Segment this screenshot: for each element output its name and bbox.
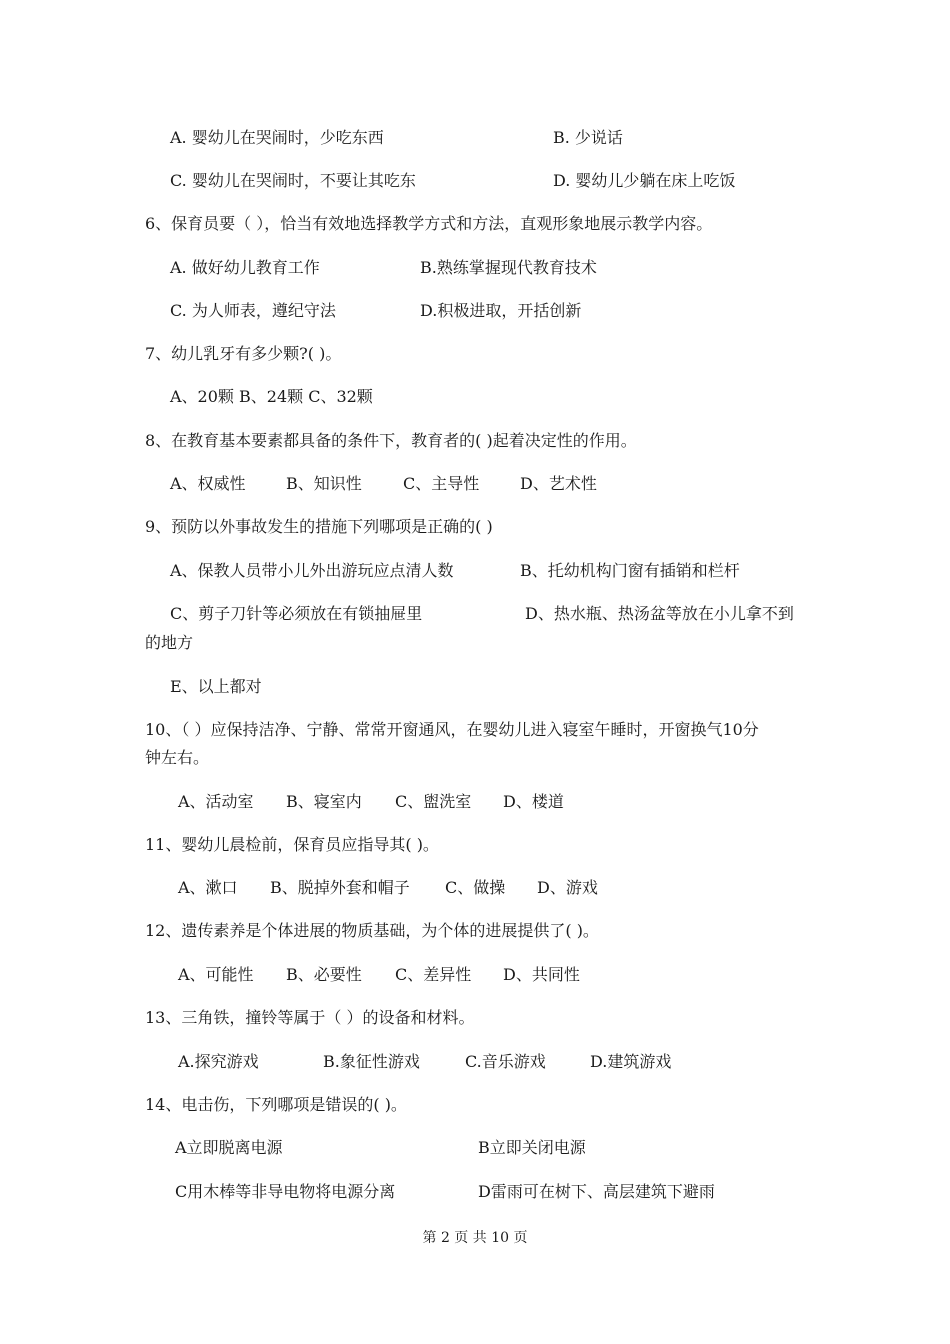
q6-option-d: D.积极进取，开括创新 <box>420 301 582 320</box>
q11-option-b: B、脱掉外套和帽子 <box>270 878 410 897</box>
q10-option-d: D、楼道 <box>503 792 564 811</box>
q6-option-b: B.熟练掌握现代教育技术 <box>420 258 597 277</box>
q13-option-c: C.音乐游戏 <box>465 1052 546 1071</box>
q14-option-d: D雷雨可在树下、高层建筑下避雨 <box>478 1182 715 1201</box>
q5-option-a: A. 婴幼儿在哭闹时，少吃东西 <box>170 128 384 147</box>
question-10-line-1: 10、（ ）应保持洁净、宁静、常常开窗通风，在婴幼儿进入寝室午睡时，开窗换气10分 <box>145 720 759 739</box>
question-7: 7、幼儿乳牙有多少颗?( )。 <box>145 344 342 363</box>
page-number: 第 2 页 共 10 页 <box>422 1230 528 1246</box>
question-12: 12、遗传素养是个体进展的物质基础，为个体的进展提供了( )。 <box>145 921 599 940</box>
q11-option-c: C、做操 <box>445 878 506 897</box>
q9-option-d-continued: 的地方 <box>145 633 194 652</box>
q9-option-e: E、以上都对 <box>170 677 262 696</box>
q9-option-d: D、热水瓶、热汤盆等放在小儿拿不到 <box>525 604 794 623</box>
q14-option-a: A立即脱离电源 <box>175 1138 283 1157</box>
q13-option-b: B.象征性游戏 <box>323 1052 420 1071</box>
q12-option-d: D、共同性 <box>503 965 580 984</box>
question-9: 9、预防以外事故发生的措施下列哪项是正确的( ) <box>145 517 493 536</box>
q8-option-c: C、主导性 <box>403 474 480 493</box>
q12-option-c: C、差异性 <box>395 965 472 984</box>
q9-option-c: C、剪子刀针等必须放在有锁抽屉里 <box>170 604 423 623</box>
q12-option-a: A、可能性 <box>178 965 254 984</box>
q8-option-d: D、艺术性 <box>520 474 597 493</box>
q14-option-b: B立即关闭电源 <box>478 1138 586 1157</box>
q13-option-d: D.建筑游戏 <box>590 1052 672 1071</box>
q6-option-c: C. 为人师表，遵纪守法 <box>170 301 336 320</box>
question-13: 13、三角铁，撞铃等属于（ ）的设备和材料。 <box>145 1008 475 1027</box>
q5-option-b: B. 少说话 <box>553 128 623 147</box>
q9-option-a: A、保教人员带小儿外出游玩应点清人数 <box>170 561 454 580</box>
q11-option-d: D、游戏 <box>537 878 598 897</box>
question-14: 14、电击伤，下列哪项是错误的( )。 <box>145 1095 407 1114</box>
q8-option-a: A、权威性 <box>170 474 246 493</box>
q6-option-a: A. 做好幼儿教育工作 <box>170 258 320 277</box>
question-6: 6、保育员要（ ），恰当有效地选择教学方式和方法，直观形象地展示教学内容。 <box>145 214 713 233</box>
q5-option-c: C. 婴幼儿在哭闹时，不要让其吃东 <box>170 171 416 190</box>
q10-option-b: B、寝室内 <box>286 792 362 811</box>
q9-option-b: B、托幼机构门窗有插销和栏杆 <box>520 561 740 580</box>
q8-option-b: B、知识性 <box>286 474 362 493</box>
question-10-line-2: 钟左右。 <box>145 748 210 767</box>
q10-option-c: C、盥洗室 <box>395 792 472 811</box>
q7-options: A、20颗 B、24颗 C、32颗 <box>170 387 373 406</box>
q11-option-a: A、漱口 <box>178 878 238 897</box>
q5-option-d: D. 婴幼儿少躺在床上吃饭 <box>553 171 736 190</box>
question-11: 11、婴幼儿晨检前，保育员应指导其( )。 <box>145 835 439 854</box>
question-8: 8、在教育基本要素都具备的条件下，教育者的( )起着决定性的作用。 <box>145 431 637 450</box>
q13-option-a: A.探究游戏 <box>178 1052 259 1071</box>
q10-option-a: A、活动室 <box>178 792 254 811</box>
q14-option-c: C用木棒等非导电物将电源分离 <box>175 1182 396 1201</box>
q12-option-b: B、必要性 <box>286 965 362 984</box>
